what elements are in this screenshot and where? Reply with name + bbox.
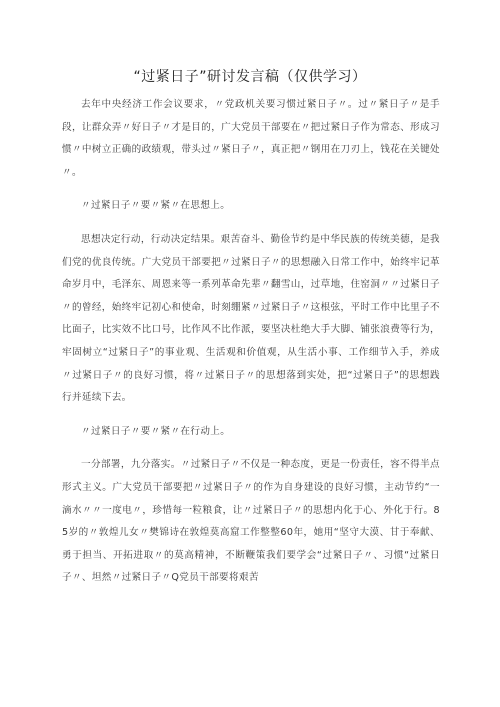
paragraph-gap (62, 218, 440, 229)
paragraph-gap (62, 410, 440, 421)
paragraph-action: 一分部署，九分落实。〃过紧日子〃不仅是一种态度，更是一份责任，容不得半点形式主义。广大党员干部要把〃过紧日子〃的作为自身建设的良好习惯，主动节约“一滴水〃〃一度电〃，珍惜每一粒粮食，让〃过紧日子〃的思想内化于心、外化于行。85岁的〃敦煌儿女〃樊锦诗在敦煌莫高窟工作整整60年，她用“坚守大漠、甘于奉献、勇于担当、开拓进取〃的莫高精神，不断鞭策我们要学会“过紧日子〃、习惯“过紧日子〃、坦然〃过紧日子〃Q党员干部要将艰苦 (62, 459, 440, 584)
section-heading-thought: 〃过紧日子〃要〃紧〃在思想上。 (81, 200, 231, 212)
section-heading-action: 〃过紧日子〃要〃紧〃在行动上。 (81, 425, 231, 437)
paragraph-thought: 思想决定行动，行动决定结果。艰苦奋斗、勤俭节约是中华民族的传统美德，是我们党的优良传统。广大党员干部要把〃过紧日子〃的思想融入日常工作中，始终牢记革命岁月中，毛泽东、周恩来等一系列革命先辈〃翻雪山，过草地，住窑洞〃〃过紧日子〃的曾经，始终牢记初心和使命，时刻绷紧〃过紧日子〃这根弦，平时工作中比里子不比面子，比实效不比口号，比作风不比作派，要坚决杜绝大手大脚、铺张浪费等行为，牢固树立“过紧日子”的事业观、生活观和价值观，从生活小事、工作细节入手，养成〃过紧日子〃的良好习惯，将〃过紧日子〃的思想落到实处，把“过紧日子”的思想践行并延续下去。 (62, 233, 440, 404)
document-body (62, 94, 440, 590)
paragraph-intro: 去年中央经济工作会议要求，〃党政机关要习惯过紧日子〃。过〃紧日子〃是手段，让群众弄〃好日子〃才是目的，广大党员干部要在〃把过紧日子作为常态、形成习惯〃中树立正确的政绩观，带头过〃紧日子〃，真正把〃钢用在刀刃上，钱花在关键处〃。 (62, 99, 440, 178)
paragraph-gap (62, 184, 440, 195)
paragraph-gap (62, 443, 440, 454)
document-title: “过紧日子”研讨发言稿（仅供学习） (133, 69, 367, 85)
